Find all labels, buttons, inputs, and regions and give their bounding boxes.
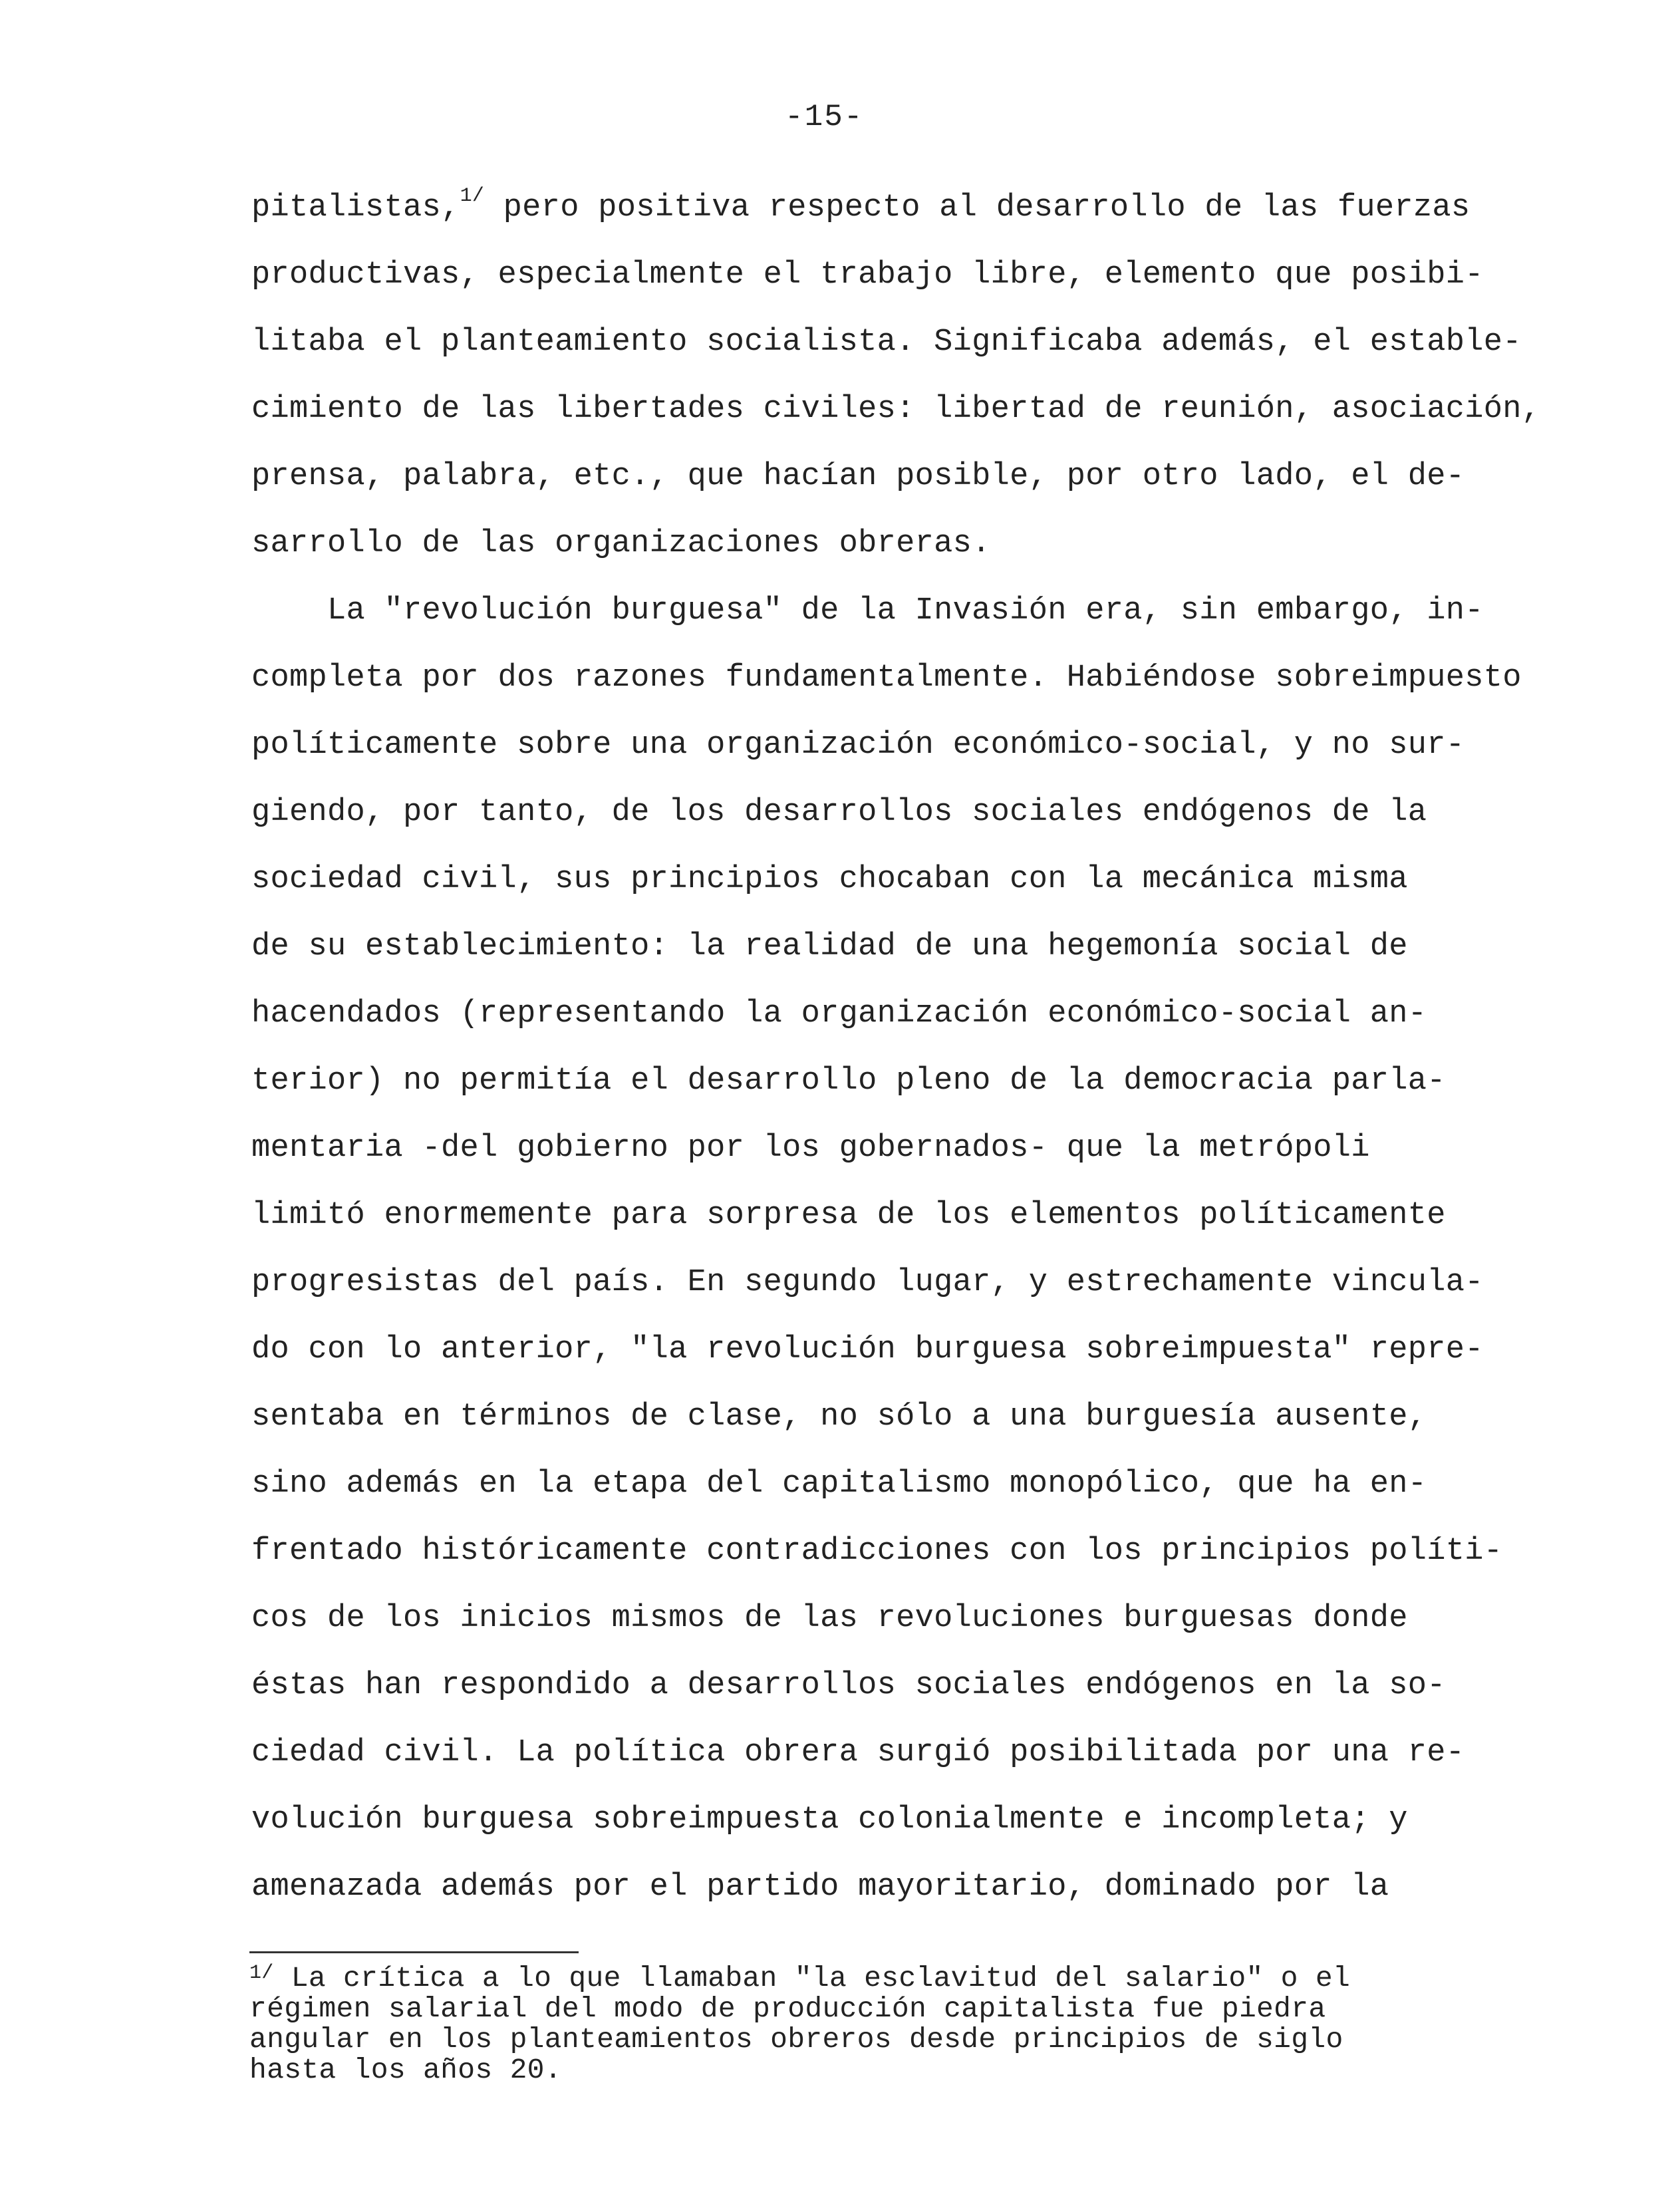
text-line: giendo, por tanto, de los desarrollos sociales endógenos de la xyxy=(251,795,1427,830)
footnote xyxy=(249,1963,1500,2086)
text-line: mentaria -del gobierno por los gobernados- que la metrópoli xyxy=(251,1131,1370,1166)
text-line: sino además en la etapa del capitalismo monopólico, que ha en- xyxy=(251,1466,1427,1502)
footnote-line: angular en los planteamientos obreros desde principios de siglo xyxy=(249,2023,1343,2056)
text-line: volución burguesa sobreimpuesta colonialmente e incompleta; y xyxy=(251,1802,1408,1838)
text-line: La "revolución burguesa" de la Invasión era, sin embargo, in- xyxy=(251,593,1484,628)
text-line: hacendados (representando la organización económico-social an- xyxy=(251,996,1427,1032)
text-line: productivas, especialmente el trabajo libre, elemento que posibi- xyxy=(251,257,1484,293)
footnote-line: hasta los años 20. xyxy=(249,2054,562,2086)
footnote-line: $^{1/}$ La crítica a lo que llamaban "la esclavitud del salario" o el xyxy=(249,1962,1351,1995)
text-line: sarrollo de las organizaciones obreras. xyxy=(251,526,991,561)
text-line: políticamente sobre una organización económico-social, y no sur- xyxy=(251,728,1465,763)
text-line: limitó enormemente para sorpresa de los elementos políticamente xyxy=(251,1198,1446,1233)
footnote-reference: 1/ xyxy=(460,185,485,207)
text-line: pitalistas,$^{1/}$ pero positiva respecto al desarrollo de las fuerzas xyxy=(251,185,1470,225)
page-number: -15- xyxy=(785,100,864,134)
text-line: éstas han respondido a desarrollos sociales endógenos en la so- xyxy=(251,1668,1446,1703)
text-line: ciedad civil. La política obrera surgió posibilitada por una re- xyxy=(251,1735,1465,1770)
text-line: terior) no permitía el desarrollo pleno de la democracia parla- xyxy=(251,1063,1446,1099)
body-text xyxy=(251,174,1541,1921)
footnote-marker: 1/ xyxy=(249,1962,274,1985)
text-line: prensa, palabra, etc., que hacían posible, por otro lado, el de- xyxy=(251,459,1465,494)
text-line: completa por dos razones fundamentalmente. Habiéndose sobreimpuesto xyxy=(251,660,1522,696)
footnote-divider xyxy=(249,1951,579,1953)
text-line: amenazada además por el partido mayoritario, dominado por la xyxy=(251,1869,1389,1905)
text-line: do con lo anterior, "la revolución burguesa sobreimpuesta" repre- xyxy=(251,1332,1484,1367)
text-line: cimiento de las libertades civiles: libertad de reunión, asociación, xyxy=(251,392,1541,427)
footnote-line: régimen salarial del modo de producción capitalista fue piedra xyxy=(249,1993,1326,2025)
text-line: sociedad civil, sus principios chocaban con la mecánica misma xyxy=(251,862,1408,897)
text-line: litaba el planteamiento socialista. Significaba además, el estable- xyxy=(251,325,1522,360)
text-line: cos de los inicios mismos de las revoluciones burguesas donde xyxy=(251,1601,1408,1636)
text-line: de su establecimiento: la realidad de una hegemonía social de xyxy=(251,929,1408,964)
text-line: sentaba en términos de clase, no sólo a una burguesía ausente, xyxy=(251,1399,1427,1435)
text-line: progresistas del país. En segundo lugar, y estrechamente vincula- xyxy=(251,1265,1484,1300)
text-line: frentado históricamente contradicciones con los principios políti- xyxy=(251,1534,1503,1569)
